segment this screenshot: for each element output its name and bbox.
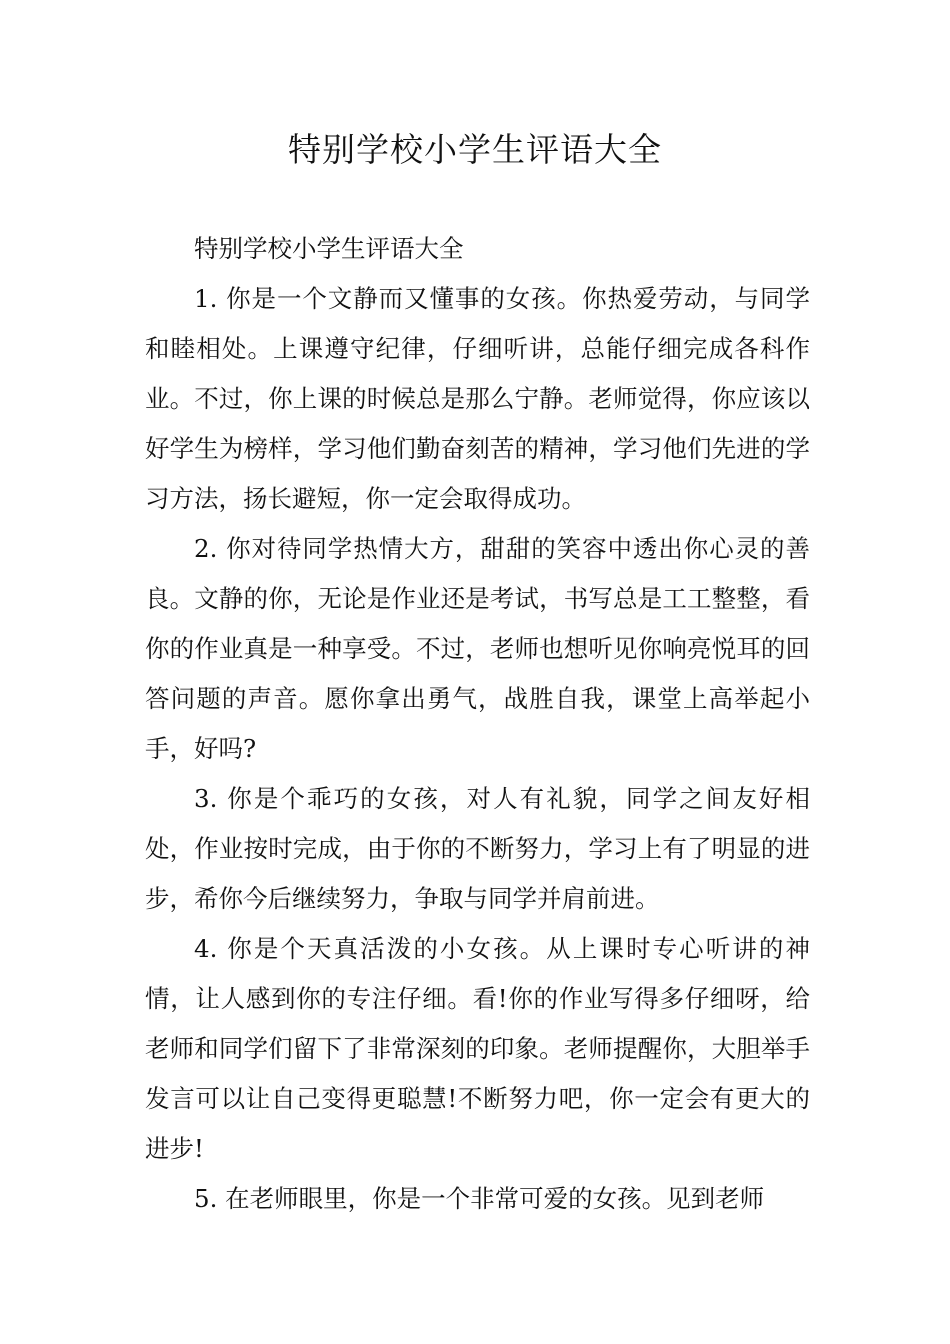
document-title: 特别学校小学生评语大全 — [288, 130, 662, 169]
document-body — [145, 224, 810, 1224]
comment-paragraph-5: 5. 在老师眼里，你是一个非常可爱的女孩。见到老师 — [194, 1184, 765, 1213]
comment-paragraph-3: 3. 你是个乖巧的女孩，对人有礼貌，同学之间友好相处，作业按时完成，由于你的不断努力，学习上有了明显的进步，希你今后继续努力，争取与同学并肩前进。 — [145, 784, 810, 913]
intro-line: 特别学校小学生评语大全 — [194, 234, 464, 263]
comment-paragraph-1: 1. 你是一个文静而又懂事的女孩。你热爱劳动，与同学和睦相处。上课遵守纪律，仔细听讲，总能仔细完成各科作业。不过，你上课的时候总是那么宁静。老师觉得，你应该以好学生为榜样，学习他们勤奋刻苦的精神，学习他们先进的学习方法，扬长避短，你一定会取得成功。 — [145, 284, 810, 513]
comment-paragraph-2: 2. 你对待同学热情大方，甜甜的笑容中透出你心灵的善良。文静的你，无论是作业还是考试，书写总是工工整整，看你的作业真是一种享受。不过，老师也想听见你响亮悦耳的回答问题的声音。愿你拿出勇气，战胜自我，课堂上高举起小手，好吗? — [145, 534, 810, 763]
comment-paragraph-4: 4. 你是个天真活泼的小女孩。从上课时专心听讲的神情，让人感到你的专注仔细。看!你的作业写得多仔细呀，给老师和同学们留下了非常深刻的印象。老师提醒你，大胆举手发言可以让自己变得更聪慧!不断努力吧，你一定会有更大的进步! — [145, 934, 810, 1163]
